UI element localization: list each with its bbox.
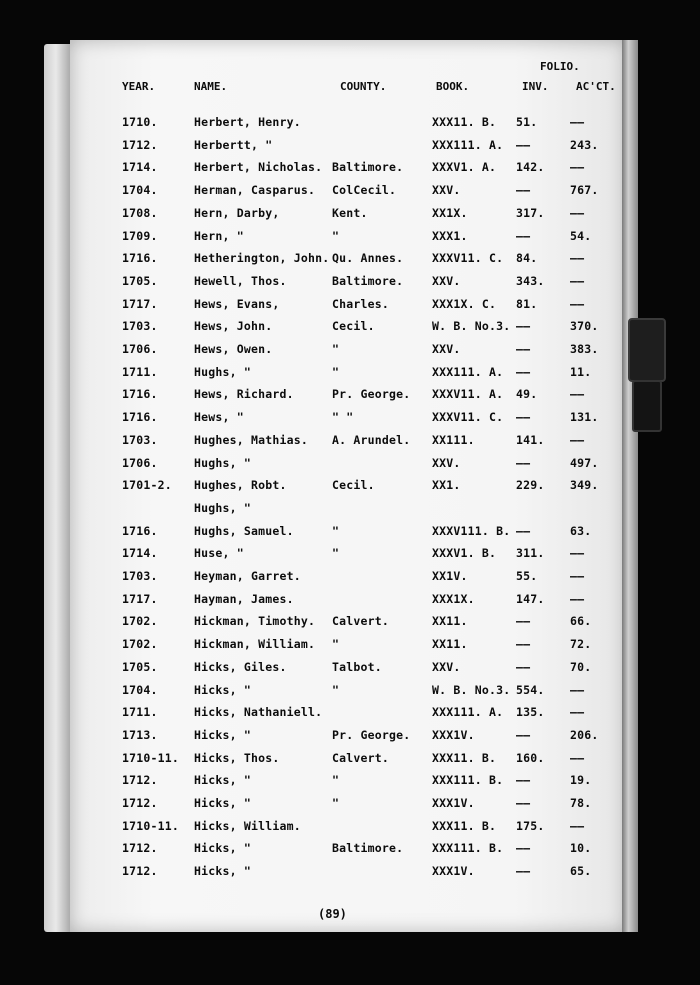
cell-acct: —— bbox=[570, 115, 585, 129]
ledger-row bbox=[70, 705, 626, 725]
cell-book: XXX11. B. bbox=[432, 818, 497, 833]
cell-inv: 311. bbox=[516, 546, 545, 561]
cell-county: " " bbox=[332, 410, 354, 425]
ledger-row bbox=[70, 319, 626, 339]
cell-acct: 206. bbox=[570, 727, 599, 742]
cell-county: Qu. Annes. bbox=[332, 251, 404, 266]
cell-year: 1706. bbox=[122, 342, 158, 356]
cell-name: Hews, " bbox=[194, 410, 244, 425]
cell-acct: 243. bbox=[570, 137, 599, 152]
cell-county: " bbox=[332, 342, 340, 356]
cell-county: " bbox=[332, 796, 340, 810]
cell-inv: —— bbox=[516, 659, 531, 674]
cell-book: XXXV111. B. bbox=[432, 523, 511, 538]
cell-name: Hern, " bbox=[194, 228, 244, 243]
cell-inv: 55. bbox=[516, 569, 538, 583]
column-headers bbox=[70, 80, 626, 98]
ledger-row bbox=[70, 819, 626, 839]
cell-year: 1710. bbox=[122, 115, 158, 129]
cell-name: Hern, Darby, bbox=[194, 205, 280, 220]
cell-acct: 19. bbox=[570, 773, 592, 788]
cell-book: XXXV1. A. bbox=[432, 160, 497, 175]
cell-acct: —— bbox=[570, 546, 585, 561]
cell-county: Baltimore. bbox=[332, 273, 404, 288]
cell-acct: 70. bbox=[570, 659, 592, 674]
cell-year: 1704. bbox=[122, 682, 158, 697]
ledger-row bbox=[70, 274, 626, 294]
cell-name: Herbert, Nicholas. bbox=[194, 160, 323, 175]
ledger-row bbox=[70, 524, 626, 544]
cell-year: 1717. bbox=[122, 296, 158, 311]
cell-name: Hews, Richard. bbox=[194, 387, 294, 402]
cell-acct: 370. bbox=[570, 319, 599, 334]
cell-county: " bbox=[332, 364, 340, 379]
cell-name: Hicks, William. bbox=[194, 818, 301, 833]
ledger-row bbox=[70, 433, 626, 453]
ledger-row bbox=[70, 206, 626, 226]
cell-year: 1702. bbox=[122, 614, 158, 629]
cell-acct: —— bbox=[570, 251, 585, 266]
ledger-row bbox=[70, 683, 626, 703]
ledger-row bbox=[70, 592, 626, 612]
header-inv: INV. bbox=[522, 80, 549, 93]
cell-county: " bbox=[332, 773, 340, 788]
cell-year: 1716. bbox=[122, 523, 158, 538]
cell-acct: —— bbox=[570, 682, 585, 697]
cell-year: 1710-11. bbox=[122, 750, 179, 765]
cell-year: 1713. bbox=[122, 727, 158, 742]
cell-book: XX11. bbox=[432, 637, 468, 652]
ledger-row bbox=[70, 751, 626, 771]
cell-acct: —— bbox=[570, 750, 585, 765]
cell-acct: —— bbox=[570, 273, 585, 288]
ledger-row bbox=[70, 569, 626, 589]
cell-county: Talbot. bbox=[332, 659, 382, 674]
cell-name: Hews, Evans, bbox=[194, 296, 280, 311]
cell-inv: —— bbox=[516, 727, 531, 742]
cell-acct: 78. bbox=[570, 796, 592, 810]
cell-acct: 349. bbox=[570, 478, 599, 493]
cell-year: 1712. bbox=[122, 137, 158, 152]
cell-inv: —— bbox=[516, 841, 531, 856]
cell-name: Hicks, " bbox=[194, 841, 251, 856]
cell-acct: —— bbox=[570, 432, 585, 447]
cell-county: Cecil. bbox=[332, 319, 375, 334]
ledger-page bbox=[70, 40, 626, 932]
ledger-row bbox=[70, 229, 626, 249]
cell-inv: —— bbox=[516, 137, 531, 152]
cell-inv: —— bbox=[516, 342, 531, 356]
cell-year: 1705. bbox=[122, 659, 158, 674]
ledger-row bbox=[70, 410, 626, 430]
cell-acct: 383. bbox=[570, 342, 599, 356]
ledger-row bbox=[70, 660, 626, 680]
cell-book: XXX111. B. bbox=[432, 773, 504, 788]
cell-name: Hicks, " bbox=[194, 682, 251, 697]
cell-county: Kent. bbox=[332, 205, 368, 220]
cell-name: Huse, " bbox=[194, 546, 244, 561]
ledger-row bbox=[70, 773, 626, 793]
cell-inv: 317. bbox=[516, 205, 545, 220]
cell-year: 1712. bbox=[122, 796, 158, 810]
cell-acct: —— bbox=[570, 205, 585, 220]
cell-name: Hetherington, John. bbox=[194, 251, 330, 266]
cell-name: Hicks, Nathaniell. bbox=[194, 705, 323, 720]
cell-book: XXX1V. bbox=[432, 796, 475, 810]
cell-book: XXXV1. B. bbox=[432, 546, 497, 561]
cell-acct: 66. bbox=[570, 614, 592, 629]
cell-county: Baltimore. bbox=[332, 160, 404, 175]
ledger-row bbox=[70, 183, 626, 203]
cell-name: Hewell, Thos. bbox=[194, 273, 287, 288]
ledger-row bbox=[70, 478, 626, 498]
cell-inv: 51. bbox=[516, 115, 538, 129]
cell-year: 1716. bbox=[122, 251, 158, 266]
cell-county: Pr. George. bbox=[332, 387, 411, 402]
cell-inv: —— bbox=[516, 455, 531, 470]
cell-book: XX1V. bbox=[432, 569, 468, 583]
ledger-row bbox=[70, 841, 626, 861]
cell-acct: 54. bbox=[570, 228, 592, 243]
cell-book: XX11. bbox=[432, 614, 468, 629]
cell-county: Cecil. bbox=[332, 478, 375, 493]
cell-year: 1703. bbox=[122, 319, 158, 334]
cell-acct: —— bbox=[570, 591, 585, 606]
cell-name: Herbertt, " bbox=[194, 137, 273, 152]
cell-book: XXV. bbox=[432, 659, 461, 674]
cell-name: Hughes, Mathias. bbox=[194, 432, 308, 447]
cell-year: 1702. bbox=[122, 637, 158, 652]
cell-year: 1701-2. bbox=[122, 478, 172, 493]
cell-county: " bbox=[332, 546, 340, 561]
cell-inv: —— bbox=[516, 364, 531, 379]
clasp-lower-icon bbox=[632, 380, 662, 432]
cell-name: Hicks, " bbox=[194, 796, 251, 810]
page-number: (89) bbox=[318, 907, 347, 921]
cell-inv: 554. bbox=[516, 682, 545, 697]
cell-book: XXX1X. C. bbox=[432, 296, 497, 311]
cell-book: W. B. No.3. bbox=[432, 319, 511, 334]
cell-year: 1708. bbox=[122, 205, 158, 220]
cell-book: XXV. bbox=[432, 455, 461, 470]
cell-county: Charles. bbox=[332, 296, 389, 311]
cell-book: XXXV11. A. bbox=[432, 387, 504, 402]
cell-year: 1703. bbox=[122, 569, 158, 583]
cell-year: 1704. bbox=[122, 183, 158, 198]
cell-inv: —— bbox=[516, 319, 531, 334]
cell-name: Hews, John. bbox=[194, 319, 273, 334]
cell-inv: —— bbox=[516, 796, 531, 810]
cell-name: Herbert, Henry. bbox=[194, 115, 301, 129]
cell-name: Hickman, Timothy. bbox=[194, 614, 316, 629]
header-book: BOOK. bbox=[436, 80, 470, 93]
cell-county: Calvert. bbox=[332, 614, 389, 629]
cell-book: XXXV11. C. bbox=[432, 251, 504, 266]
ledger-row bbox=[70, 251, 626, 271]
ledger-row bbox=[70, 728, 626, 748]
cell-year: 1703. bbox=[122, 432, 158, 447]
cell-county: " bbox=[332, 682, 340, 697]
cell-name: Hughs, " bbox=[194, 364, 251, 379]
cell-book: XX111. bbox=[432, 432, 475, 447]
cell-county: " bbox=[332, 637, 340, 652]
cell-name: Hughs, Samuel. bbox=[194, 523, 294, 538]
cell-book: XXX111. A. bbox=[432, 364, 504, 379]
cell-inv: 160. bbox=[516, 750, 545, 765]
cell-acct: —— bbox=[570, 705, 585, 720]
cell-county: Baltimore. bbox=[332, 841, 404, 856]
cell-year: 1714. bbox=[122, 546, 158, 561]
cell-book: XX1. bbox=[432, 478, 461, 493]
cell-book: XXV. bbox=[432, 183, 461, 198]
cell-book: XXX111. B. bbox=[432, 841, 504, 856]
cell-name: Hayman, James. bbox=[194, 591, 294, 606]
cell-inv: 135. bbox=[516, 705, 545, 720]
clasp-icon bbox=[628, 318, 666, 382]
cell-name: Herman, Casparus. bbox=[194, 183, 316, 198]
cell-county: A. Arundel. bbox=[332, 432, 411, 447]
cell-year: 1712. bbox=[122, 864, 158, 879]
cell-inv: —— bbox=[516, 637, 531, 652]
cell-county: " bbox=[332, 523, 340, 538]
cell-book: XXX1X. bbox=[432, 591, 475, 606]
cell-year: 1710-11. bbox=[122, 818, 179, 833]
cell-year: 1705. bbox=[122, 273, 158, 288]
header-acct: AC'CT. bbox=[576, 80, 616, 93]
cell-name: Hicks, " bbox=[194, 864, 251, 879]
cell-acct: 11. bbox=[570, 364, 592, 379]
cell-year: 1716. bbox=[122, 387, 158, 402]
cell-book: W. B. No.3. bbox=[432, 682, 511, 697]
ledger-row bbox=[70, 297, 626, 317]
ledger-row bbox=[70, 342, 626, 362]
header-name: NAME. bbox=[194, 80, 228, 93]
ledger-row bbox=[70, 115, 626, 135]
ledger-row bbox=[70, 614, 626, 634]
cell-year: 1711. bbox=[122, 705, 158, 720]
cell-year: 1716. bbox=[122, 410, 158, 425]
cell-book: XXXV11. C. bbox=[432, 410, 504, 425]
cell-year: 1712. bbox=[122, 773, 158, 788]
cell-inv: 49. bbox=[516, 387, 538, 402]
cell-book: XXV. bbox=[432, 342, 461, 356]
cell-year: 1711. bbox=[122, 364, 158, 379]
ledger-row bbox=[70, 637, 626, 657]
cell-inv: —— bbox=[516, 864, 531, 879]
cell-inv: 84. bbox=[516, 251, 538, 266]
cell-book: XXX111. A. bbox=[432, 137, 504, 152]
cell-inv: —— bbox=[516, 228, 531, 243]
cell-acct: 72. bbox=[570, 637, 592, 652]
cell-name: Hicks, " bbox=[194, 727, 251, 742]
ledger-row bbox=[70, 501, 626, 521]
cell-name: Hughs, " bbox=[194, 455, 251, 470]
ledger-row bbox=[70, 546, 626, 566]
cell-acct: —— bbox=[570, 569, 585, 583]
binding-edge-right bbox=[622, 40, 638, 932]
cell-name: Hicks, Thos. bbox=[194, 750, 280, 765]
cell-name: Hews, Owen. bbox=[194, 342, 273, 356]
cell-inv: —— bbox=[516, 183, 531, 198]
cell-inv: —— bbox=[516, 773, 531, 788]
ledger-row bbox=[70, 387, 626, 407]
cell-acct: —— bbox=[570, 818, 585, 833]
cell-year: 1706. bbox=[122, 455, 158, 470]
cell-acct: 63. bbox=[570, 523, 592, 538]
cell-county: Calvert. bbox=[332, 750, 389, 765]
cell-acct: —— bbox=[570, 387, 585, 402]
cell-acct: —— bbox=[570, 296, 585, 311]
cell-inv: —— bbox=[516, 523, 531, 538]
cell-name: Hughs, " bbox=[194, 500, 251, 515]
cell-acct: 65. bbox=[570, 864, 592, 879]
cell-inv: 229. bbox=[516, 478, 545, 493]
cell-book: XXX1V. bbox=[432, 864, 475, 879]
cell-year: 1714. bbox=[122, 160, 158, 175]
cell-name: Hughes, Robt. bbox=[194, 478, 287, 493]
ledger-row bbox=[70, 864, 626, 884]
cell-name: Hickman, William. bbox=[194, 637, 316, 652]
ledger-row bbox=[70, 160, 626, 180]
cell-name: Hicks, Giles. bbox=[194, 659, 287, 674]
cell-inv: 81. bbox=[516, 296, 538, 311]
cell-county: " bbox=[332, 228, 340, 243]
cell-name: Heyman, Garret. bbox=[194, 569, 301, 583]
cell-book: XXX11. B. bbox=[432, 115, 497, 129]
cell-acct: 10. bbox=[570, 841, 592, 856]
cell-book: XXX1V. bbox=[432, 727, 475, 742]
cell-book: XXX111. A. bbox=[432, 705, 504, 720]
cell-inv: 147. bbox=[516, 591, 545, 606]
cell-acct: —— bbox=[570, 160, 585, 175]
cell-inv: 343. bbox=[516, 273, 545, 288]
cell-year: 1717. bbox=[122, 591, 158, 606]
cell-inv: —— bbox=[516, 410, 531, 425]
cell-inv: —— bbox=[516, 614, 531, 629]
cell-county: ColCecil. bbox=[332, 183, 397, 198]
cell-book: XXV. bbox=[432, 273, 461, 288]
cell-acct: 131. bbox=[570, 410, 599, 425]
ledger-row bbox=[70, 138, 626, 158]
cell-county: Pr. George. bbox=[332, 727, 411, 742]
cell-inv: 141. bbox=[516, 432, 545, 447]
cell-book: XX1X. bbox=[432, 205, 468, 220]
cell-book: XXX1. bbox=[432, 228, 468, 243]
cell-inv: 175. bbox=[516, 818, 545, 833]
cell-name: Hicks, " bbox=[194, 773, 251, 788]
folio-label: FOLIO. bbox=[540, 60, 580, 73]
header-county: COUNTY. bbox=[340, 80, 387, 93]
header-year: YEAR. bbox=[122, 80, 156, 93]
ledger-row bbox=[70, 456, 626, 476]
ledger-row bbox=[70, 365, 626, 385]
cell-acct: 767. bbox=[570, 183, 599, 198]
cell-inv: 142. bbox=[516, 160, 545, 175]
cell-book: XXX11. B. bbox=[432, 750, 497, 765]
cell-year: 1712. bbox=[122, 841, 158, 856]
ledger-row bbox=[70, 796, 626, 816]
cell-acct: 497. bbox=[570, 455, 599, 470]
cell-year: 1709. bbox=[122, 228, 158, 243]
